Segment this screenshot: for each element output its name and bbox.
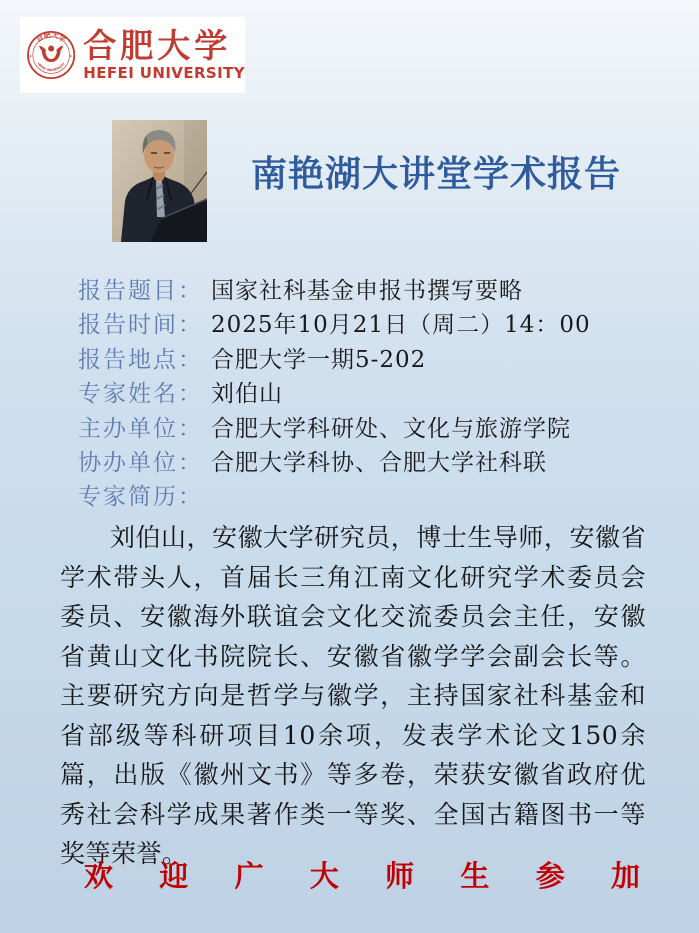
university-logo [20, 17, 245, 93]
seal-star-right: ✦ [69, 53, 73, 59]
footer-char: 迎 [159, 859, 189, 893]
speaker-photo-image [112, 120, 207, 242]
info-row-speaker [78, 375, 591, 409]
info-value: 国家社科基金申报书撰写要略 [211, 278, 523, 304]
footer-char: 加 [610, 859, 640, 893]
university-name-en: HEFEI UNIVERSITY [83, 64, 245, 82]
info-value: 刘伯山 [211, 381, 283, 408]
info-row-cohost [78, 444, 591, 478]
speaker-photo [112, 120, 207, 242]
footer-char: 欢 [84, 859, 114, 893]
info-row-host [78, 410, 591, 444]
info-label: 报告题目： [78, 278, 203, 304]
info-row-resume [78, 478, 591, 512]
info-value: 合肥大学科协、合肥大学社科联 [211, 449, 547, 476]
info-label: 主办单位： [78, 415, 203, 442]
info-list [78, 272, 591, 513]
footer-welcome [84, 854, 640, 895]
info-label: 专家姓名： [78, 381, 203, 408]
info-row-topic [78, 272, 591, 306]
info-label: 报告时间： [78, 312, 203, 339]
info-row-time [78, 306, 591, 340]
seal-star-left: ✦ [29, 53, 33, 59]
footer-char: 生 [460, 859, 490, 893]
university-seal-icon [26, 26, 76, 84]
speaker-bio: 刘伯山，安徽大学研究员，博士生导师，安徽省学术带头人，首届长三角江南文化研究学术委员会委员、安徽海外联谊会文化交流委员会主任，安徽省黄山文化书院院长、安徽省徽学学会副会长等。主要研究方向是哲学与徽学，主持国家社科基金和省部级等科研项目10余项，发表学术论文150余篇，出版《徽州文书》等多卷，荣获安徽省政府优秀社会科学成果著作类一等奖、全国古籍图书一等奖等荣誉。 [60, 523, 646, 868]
info-value: 合肥大学科研处、文化与旅游学院 [211, 415, 571, 442]
info-label: 协办单位： [78, 449, 203, 476]
footer-char: 参 [535, 859, 565, 893]
seal-top-text: 合肥大学 [34, 30, 68, 44]
poster-title: 南艳湖大讲堂学术报告 [250, 153, 621, 195]
seal-bottom-text: HEFEI UNIVERSITY [36, 61, 66, 73]
info-label: 专家简历： [78, 484, 203, 511]
info-value: 2025年10月21日（周二）14：00 [211, 312, 591, 339]
footer-char: 大 [309, 859, 339, 893]
info-label: 报告地点： [78, 346, 203, 373]
footer-char: 师 [385, 859, 415, 893]
logo-text [83, 26, 245, 82]
info-value: 合肥大学一期5-202 [211, 346, 427, 373]
footer-char: 广 [234, 859, 264, 893]
university-name-cn: 合肥大学 [83, 26, 232, 65]
info-row-location [78, 341, 591, 375]
